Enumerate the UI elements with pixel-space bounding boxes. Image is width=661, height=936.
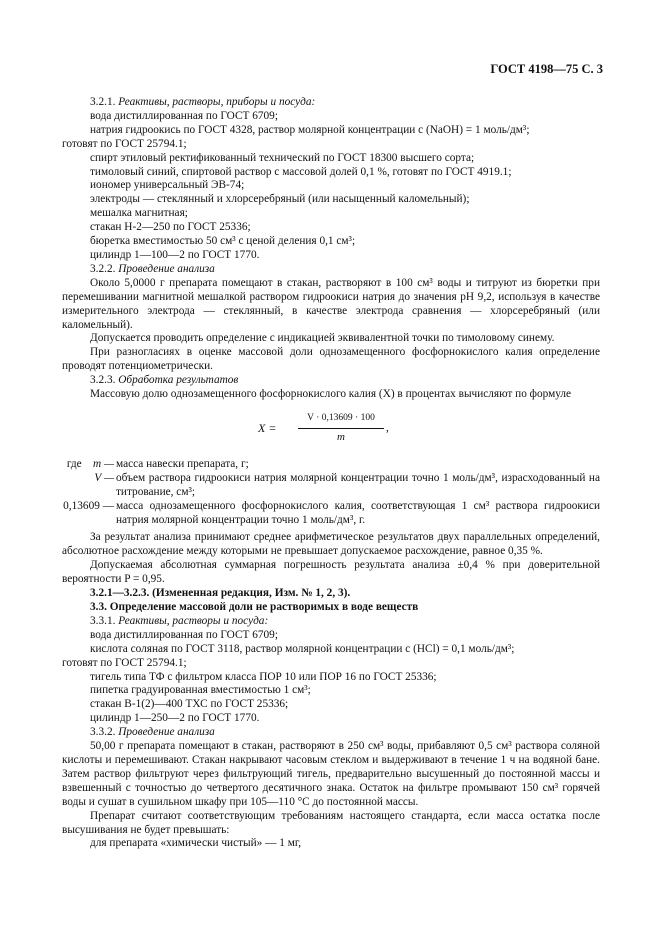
formula-numerator: V · 0,13609 · 100 — [307, 412, 375, 423]
list-item: тимоловый синий, спиртовой раствор с массовой долей 0,1 %, готовят по ГОСТ 4919.1; — [90, 165, 512, 178]
list-item: бюретка вместимостью 50 см³ с ценой деления 0,1 см³; — [90, 235, 356, 248]
section-title: Проведение анализа — [118, 262, 215, 275]
definition-desc: масса навески препарата, г; — [116, 457, 249, 470]
list-item: спирт этиловый ректификованный технический по ГОСТ 18300 высшего сорта; — [90, 151, 475, 164]
section-title: Обработка результатов — [118, 374, 239, 387]
section-title: Проведение анализа — [118, 726, 215, 739]
section-number: 3.3.2. — [90, 726, 116, 739]
list-item: цилиндр 1—250—2 по ГОСТ 1770. — [90, 712, 260, 725]
list-item: тигель типа ТФ с фильтром класса ПОР 10 или ПОР 16 по ГОСТ 25336; — [90, 670, 437, 683]
list-item: готовят по ГОСТ 25794.1; — [62, 656, 187, 669]
paragraph: При разногласиях в оценке массовой доли однозамещенного фосфорнокислого калия определение проводят потенциометрически. — [62, 346, 600, 373]
section-title: Реактивы, растворы, приборы и посуда: — [118, 96, 316, 108]
list-item: стакан Н-2—250 по ГОСТ 25336; — [90, 221, 251, 234]
paragraph: За результат анализа принимают среднее арифметическое результатов двух параллельных определений, абсолютное расхождение между которыми не превышает допускаемое расхождение, равное 0,35 %. — [62, 531, 600, 558]
section-3-3-heading: 3.3. Определение массовой доли не растворимых в воде веществ — [90, 601, 419, 613]
paragraph: Массовую долю однозамещенного фосфорнокислого калия (X) в процентах вычисляют по формуле — [90, 388, 572, 401]
list-item: вода дистиллированная по ГОСТ 6709; — [90, 628, 278, 641]
fraction-bar — [298, 428, 384, 429]
list-item: стакан В-1(2)—400 ТХС по ГОСТ 25336; — [90, 698, 289, 711]
definition-term: 0,13609 — — [63, 499, 114, 512]
list-item: вода дистиллированная по ГОСТ 6709; — [90, 109, 278, 122]
list-item: пипетка градуированная вместимостью 1 см³; — [90, 684, 311, 697]
paragraph: 50,00 г препарата помещают в стакан, растворяют в 250 см³ воды, прибавляют 0,5 см³ раствора соляной кислоты и перемешивают. Стакан накрывают часовым стеклом и выдерживают в течение 1 ч на водяной бане. Затем раствор фильтруют через фильтрующий тигель, предварительно высушенный до постоянной массы и взвешенный с точностью до четвертого десятичного знака. Остаток на фильтре промывают 150 см³ горячей воды и сушат в сушильном шкафу при 105—110 °С до постоянной массы. — [62, 740, 600, 808]
section-number: 3.2.2. — [90, 262, 116, 275]
formula — [62, 408, 600, 452]
paragraph: Около 5,0000 г препарата помещают в стакан, растворяют в 100 см³ воды и титруют из бюретки при перемешивании магнитной мешалкой раствором гидроокиси натрия до значения pH 9,2, используя в качестве измерительного электрода — стеклянный, в качестве электрода сравнения — хлорсеребряный (или каломельный). — [62, 276, 600, 331]
section-number: 3.2.3. — [90, 374, 116, 387]
list-item: кислота соляная по ГОСТ 3118, раствор молярной концентрации с (HCl) = 0,1 моль/дм³; — [90, 642, 515, 655]
page-content — [62, 96, 600, 851]
paragraph: Допускается проводить определение с индикацией эквивалентной точки по тимоловому синему. — [90, 332, 555, 345]
formula-tail: , — [386, 421, 389, 434]
section-3-2-3-heading — [62, 374, 600, 388]
list-item: мешалка магнитная; — [90, 207, 188, 220]
list-item: готовят по ГОСТ 25794.1; — [62, 137, 187, 150]
list-item: натрия гидроокись по ГОСТ 4328, раствор молярной концентрации с (NaOH) = 1 моль/дм³; — [90, 123, 530, 136]
paragraph: Допускаемая абсолютная суммарная погрешность результата анализа ±0,4 % при доверительной вероятности P = 0,95. — [62, 559, 600, 586]
section-3-3-1-heading — [62, 615, 600, 629]
definition-term — [62, 458, 114, 472]
formula-fraction — [298, 412, 384, 445]
paragraph: Препарат считают соответствующим требованиям настоящего стандарта, если масса остатка после высушивания не будет превышать: — [62, 809, 600, 836]
section-number: 3.3.1. — [90, 614, 116, 627]
list-item: иономер универсальный ЭВ-74; — [90, 179, 245, 192]
variable-definitions — [62, 458, 600, 528]
amendment-note: 3.2.1—3.2.3. (Измененная редакция, Изм. № 1, 2, 3). — [90, 587, 351, 600]
section-title: Реактивы, растворы и посуда: — [118, 614, 269, 627]
formula-denominator: m — [337, 430, 345, 443]
list-item: электроды — стеклянный и хлорсеребряный (или насыщенный каломельный); — [90, 193, 470, 206]
section-3-3-2-heading — [62, 726, 600, 740]
definition-desc: масса однозамещенного фосфорнокислого калия, соответствующая 1 см³ раствора гидроокиси натрия молярной концентрации точно 1 моль/дм³, г. — [116, 499, 600, 526]
definition-desc: объем раствора гидроокиси натрия молярной концентрации точно 1 моль/дм³, израсходованный на титрование, см³; — [116, 471, 600, 498]
term-m: m — — [92, 457, 114, 470]
where-word: где — [66, 457, 82, 470]
page-header: ГОСТ 4198—75 С. 3 — [490, 62, 603, 76]
paragraph: для препарата «химически чистый» — 1 мг, — [90, 837, 302, 850]
list-item: цилиндр 1—100—2 по ГОСТ 1770. — [90, 248, 260, 261]
section-3-2-1-heading — [62, 96, 600, 110]
formula-lhs: X = — [258, 420, 277, 435]
definition-term: V — — [94, 471, 114, 484]
section-number: 3.2.1. — [90, 96, 116, 108]
section-3-2-2-heading — [62, 263, 600, 277]
